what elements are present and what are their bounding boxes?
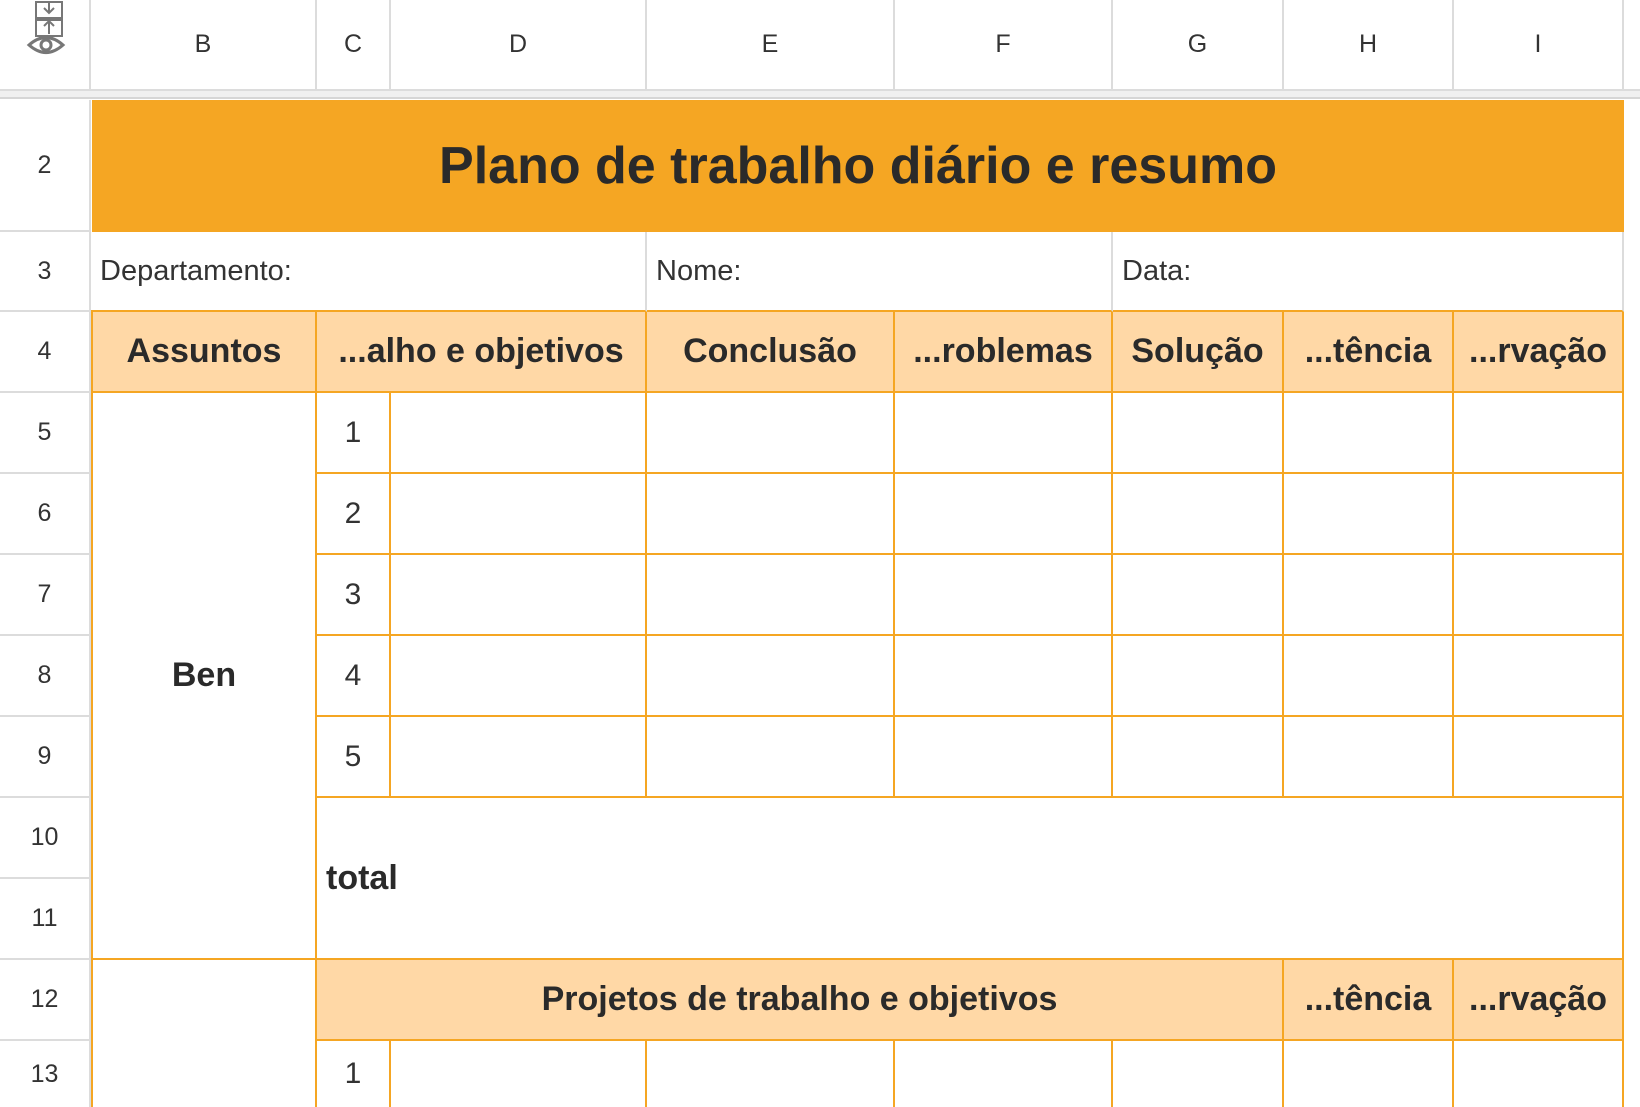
section2-header-relevance[interactable]: ...tência xyxy=(1284,960,1454,1041)
project-cell[interactable] xyxy=(391,474,647,555)
header-conclusion[interactable]: Conclusão xyxy=(647,312,895,393)
problems-cell[interactable] xyxy=(895,474,1113,555)
column-header-e[interactable]: E xyxy=(647,0,895,91)
observation-cell[interactable] xyxy=(1454,636,1624,717)
header-observation[interactable]: ...rvação xyxy=(1454,312,1624,393)
row-header-2[interactable]: 2 xyxy=(0,100,91,232)
relevance-cell[interactable] xyxy=(1284,636,1454,717)
column-header-d[interactable]: D xyxy=(391,0,647,91)
observation-cell[interactable] xyxy=(1454,1041,1624,1107)
observation-cell[interactable] xyxy=(1454,474,1624,555)
solution-cell[interactable] xyxy=(1113,474,1284,555)
row-header-9[interactable]: 9 xyxy=(0,717,91,798)
observation-cell[interactable] xyxy=(1454,717,1624,798)
row-header-11[interactable]: 11 xyxy=(0,879,91,960)
conclusion-cell[interactable] xyxy=(647,1041,895,1107)
column-header-g[interactable]: G xyxy=(1113,0,1284,91)
item-number-cell[interactable]: 3 xyxy=(317,555,391,636)
problems-cell[interactable] xyxy=(895,555,1113,636)
column-header-overflow xyxy=(1624,0,1640,91)
person-cell-2[interactable] xyxy=(91,960,317,1107)
header-relevance[interactable]: ...tência xyxy=(1284,312,1454,393)
project-cell[interactable] xyxy=(391,1041,647,1107)
person-cell[interactable]: Ben xyxy=(91,393,317,960)
column-header-f[interactable]: F xyxy=(895,0,1113,91)
observation-cell[interactable] xyxy=(1454,393,1624,474)
total-cell[interactable]: total xyxy=(317,798,1624,960)
name-label[interactable]: Nome: xyxy=(647,232,1113,312)
column-header-i[interactable]: I xyxy=(1454,0,1624,91)
observation-cell[interactable] xyxy=(1454,555,1624,636)
header-projects[interactable]: ...alho e objetivos xyxy=(317,312,647,393)
column-header-b[interactable]: B xyxy=(91,0,317,91)
row-header-10[interactable]: 10 xyxy=(0,798,91,879)
project-cell[interactable] xyxy=(391,555,647,636)
item-number-cell[interactable]: 4 xyxy=(317,636,391,717)
header-solution[interactable]: Solução xyxy=(1113,312,1284,393)
section2-header-observation[interactable]: ...rvação xyxy=(1454,960,1624,1041)
sheet-title[interactable]: Plano de trabalho diário e resumo xyxy=(92,100,1624,232)
item-number-cell[interactable]: 5 xyxy=(317,717,391,798)
conclusion-cell[interactable] xyxy=(647,636,895,717)
item-number-cell[interactable]: 1 xyxy=(317,1041,391,1107)
item-number-cell[interactable]: 1 xyxy=(317,393,391,474)
relevance-cell[interactable] xyxy=(1284,393,1454,474)
eye-icon[interactable] xyxy=(26,30,66,60)
conclusion-cell[interactable] xyxy=(647,555,895,636)
row-header-4[interactable]: 4 xyxy=(0,312,91,393)
row-header-8[interactable]: 8 xyxy=(0,636,91,717)
row-header-13[interactable]: 13 xyxy=(0,1041,91,1107)
problems-cell[interactable] xyxy=(895,717,1113,798)
project-cell[interactable] xyxy=(391,393,647,474)
solution-cell[interactable] xyxy=(1113,717,1284,798)
frozen-pane-divider xyxy=(0,91,1640,99)
conclusion-cell[interactable] xyxy=(647,393,895,474)
relevance-cell[interactable] xyxy=(1284,717,1454,798)
column-header-c[interactable]: C xyxy=(317,0,391,91)
problems-cell[interactable] xyxy=(895,1041,1113,1107)
column-header-h[interactable]: H xyxy=(1284,0,1454,91)
problems-cell[interactable] xyxy=(895,636,1113,717)
header-problems[interactable]: ...roblemas xyxy=(895,312,1113,393)
header-subjects[interactable]: Assuntos xyxy=(91,312,317,393)
solution-cell[interactable] xyxy=(1113,636,1284,717)
row-header-3[interactable]: 3 xyxy=(0,232,91,312)
relevance-cell[interactable] xyxy=(1284,1041,1454,1107)
project-cell[interactable] xyxy=(391,717,647,798)
problems-cell[interactable] xyxy=(895,393,1113,474)
row-header-5[interactable]: 5 xyxy=(0,393,91,474)
conclusion-cell[interactable] xyxy=(647,474,895,555)
date-label[interactable]: Data: xyxy=(1113,232,1624,312)
section2-header-projects[interactable]: Projetos de trabalho e objetivos xyxy=(317,960,1284,1041)
solution-cell[interactable] xyxy=(1113,555,1284,636)
department-label[interactable]: Departamento: xyxy=(91,232,647,312)
row-header-7[interactable]: 7 xyxy=(0,555,91,636)
corner-cell xyxy=(0,0,91,91)
relevance-cell[interactable] xyxy=(1284,555,1454,636)
relevance-cell[interactable] xyxy=(1284,474,1454,555)
project-cell[interactable] xyxy=(391,636,647,717)
solution-cell[interactable] xyxy=(1113,1041,1284,1107)
row-header-12[interactable]: 12 xyxy=(0,960,91,1041)
row-header-6[interactable]: 6 xyxy=(0,474,91,555)
item-number-cell[interactable]: 2 xyxy=(317,474,391,555)
conclusion-cell[interactable] xyxy=(647,717,895,798)
overflow-column xyxy=(1624,99,1640,1107)
solution-cell[interactable] xyxy=(1113,393,1284,474)
